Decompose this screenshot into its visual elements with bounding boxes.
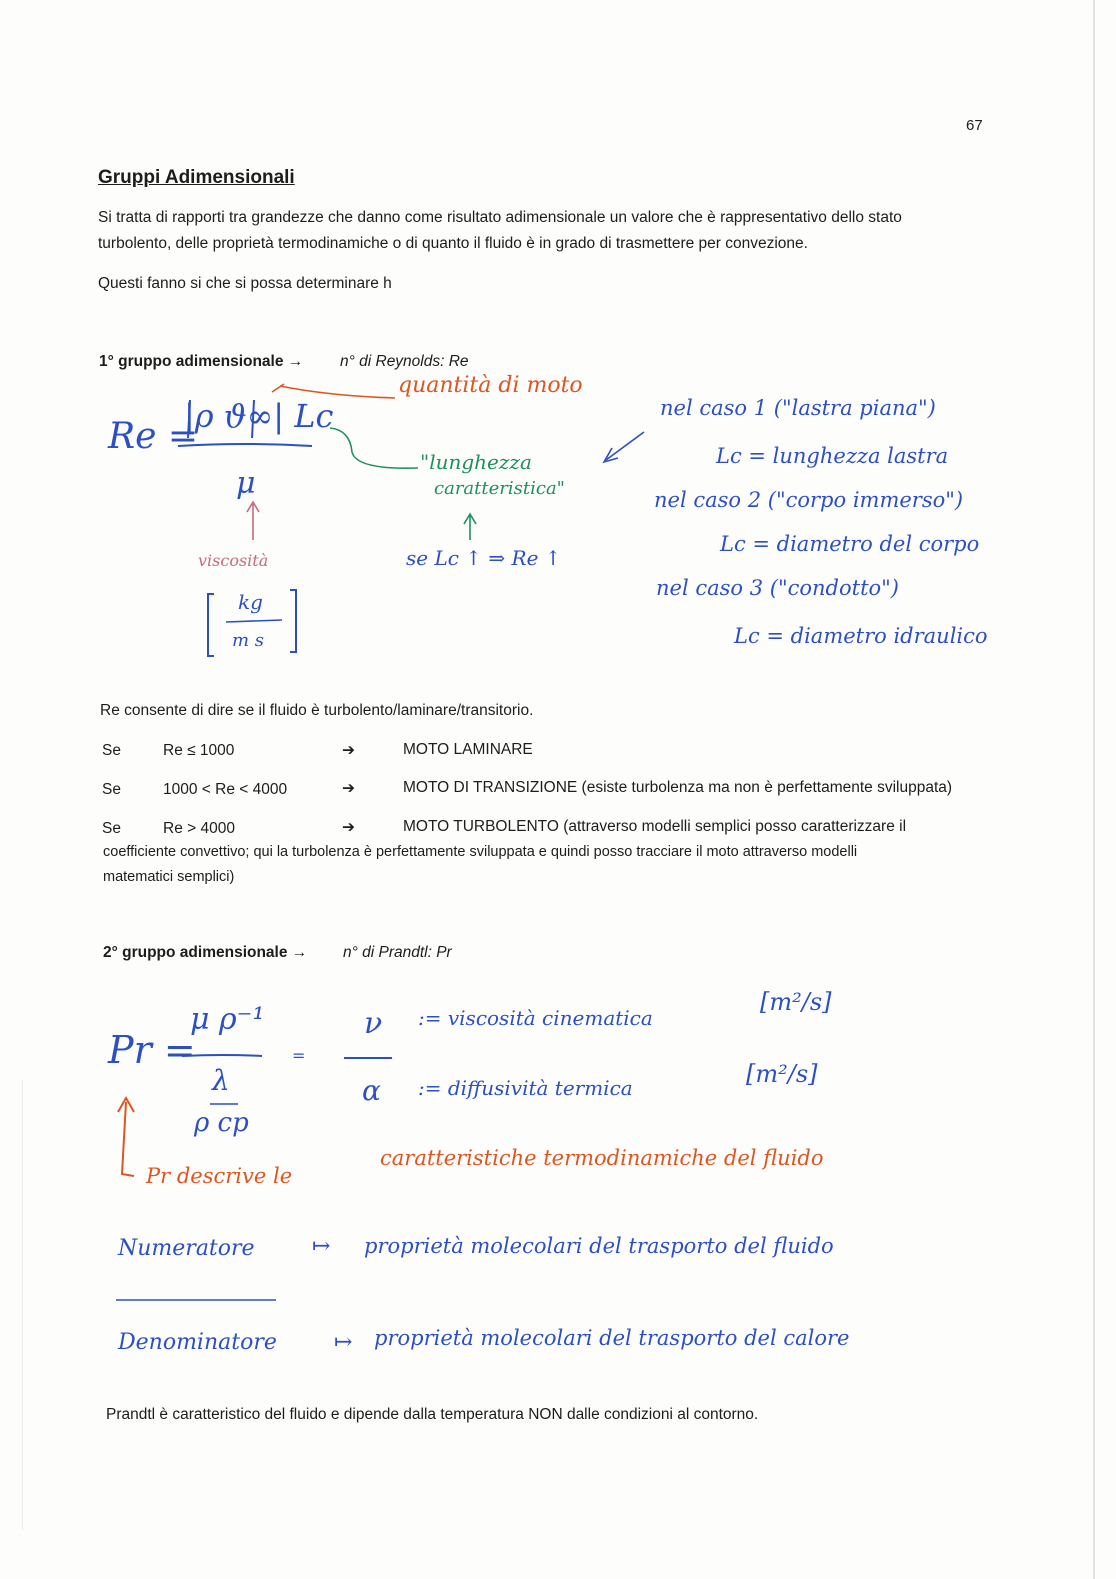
regime1-se: Se [102, 742, 121, 759]
re-denominator: μ [236, 466, 256, 501]
case1-title: nel caso 1 ("lastra piana") [660, 396, 936, 420]
regime2-se: Se [102, 781, 121, 798]
group1-subtitle: n° di Reynolds: Re [340, 353, 469, 370]
pr-equals: = [292, 1046, 306, 1065]
group2-heading: 2° gruppo adimensionale → [103, 944, 308, 961]
regime2-arrow-icon: ➔ [342, 780, 355, 797]
denominator-maps-to-icon: ↦ [334, 1330, 353, 1355]
quantity-connector [280, 386, 395, 398]
viscosity-up-arrow-icon [247, 502, 259, 540]
group2-subtitle: n° di Prandtl: Pr [343, 944, 452, 961]
numerator-description: proprietà molecolari del trasporto del fluido [364, 1234, 834, 1258]
length-label-line1: "lunghezza [420, 450, 532, 474]
cases-arrow-icon [604, 432, 644, 462]
intro-note: Questi fanno si che si possa determinare h [98, 275, 392, 292]
pr-numerator: μ ρ⁻¹ [190, 1002, 265, 1037]
pr-symbol: Pr = [108, 1028, 196, 1072]
units-denominator: m s [232, 630, 265, 651]
regime2-cond: 1000 < Re < 4000 [163, 781, 288, 798]
numerator-maps-to-icon: ↦ [312, 1234, 331, 1259]
case3-def: Lc = diametro idraulico [734, 624, 988, 648]
quantity-label: quantità di moto [398, 373, 583, 398]
regime3-desc: MOTO TURBOLENTO (attraverso modelli semplici posso caratterizzare il [403, 818, 907, 835]
case2-title: nel caso 2 ("corpo immerso") [654, 488, 964, 512]
alpha-symbol: α [362, 1074, 381, 1107]
alpha-definition: := diffusività termica [418, 1076, 633, 1100]
pr-fraction-bar [182, 1055, 262, 1056]
length-implication: se Lc ↑ ⇒ Re ↑ [406, 546, 562, 570]
case1-def: Lc = lunghezza lastra [716, 444, 949, 468]
length-up-arrow-icon [464, 514, 476, 540]
regime3-cont-1: coefficiente convettivo; qui la turbolenza è perfettamente sviluppata e quindi posso tracciare il moto attraverso modelli [103, 844, 858, 860]
regime-intro: Re consente di dire se il fluido è turbolento/laminare/transitorio. [100, 702, 534, 719]
units-numerator: kg [238, 590, 263, 614]
viscosity-label: viscosità [198, 551, 269, 570]
nu-symbol: ν [364, 1006, 383, 1041]
case2-def: Lc = diametro del corpo [720, 532, 980, 556]
regime2-desc: MOTO DI TRANSIZIONE (esiste turbolenza ma non è perfettamente sviluppata) [403, 779, 953, 796]
denominator-description: proprietà molecolari del trasporto del calore [374, 1326, 850, 1350]
alpha-units: [m²/s] [746, 1060, 818, 1088]
regime1-desc: MOTO LAMINARE [403, 741, 533, 758]
pr-description-end: caratteristiche termodinamiche del fluido [380, 1146, 824, 1170]
intro-paragraph: Si tratta di rapporti tra grandezze che danno come risultato adimensionale un valore che è rappresentativo dello stato turbolento, delle proprietà termodinamiche o di quanto il fluido è in grado di trasmettere per convezione. [98, 209, 902, 252]
page-title: Gruppi Adimensionali [98, 167, 295, 188]
nu-units: [m²/s] [760, 988, 832, 1016]
denominator-label: Denominatore [118, 1330, 277, 1355]
closing-statement: Prandtl è caratteristico del fluido e dipende dalla temperatura NON dalle condizioni al contorno. [106, 1406, 759, 1423]
regime3-cont-2: matematici semplici) [103, 869, 235, 885]
numerator-label: Numeratore [118, 1236, 255, 1261]
regime3-se: Se [102, 820, 121, 837]
regime3-cond: Re > 4000 [163, 820, 235, 837]
re-numerator: |ρ ϑ∞| Lc [184, 397, 334, 435]
pr-bracket-arrow-icon [118, 1098, 134, 1176]
pr-den-bottom: ρ cp [194, 1108, 249, 1138]
length-connector [330, 428, 418, 468]
nu-definition: := viscosità cinematica [418, 1006, 653, 1030]
group1-heading: 1° gruppo adimensionale → [99, 353, 304, 370]
length-label-line2: caratteristica" [434, 478, 565, 499]
regime1-cond: Re ≤ 1000 [163, 742, 235, 759]
regime1-arrow-icon: ➔ [342, 742, 355, 759]
page-number: 67 [966, 117, 983, 134]
pr-den-top: λ [212, 1064, 230, 1097]
re-fraction-bar [178, 444, 312, 446]
case3-title: nel caso 3 ("condotto") [656, 576, 899, 600]
re-symbol: Re = [108, 416, 199, 457]
regime3-arrow-icon: ➔ [342, 819, 355, 836]
pr-description-start: Pr descrive le [146, 1164, 293, 1188]
